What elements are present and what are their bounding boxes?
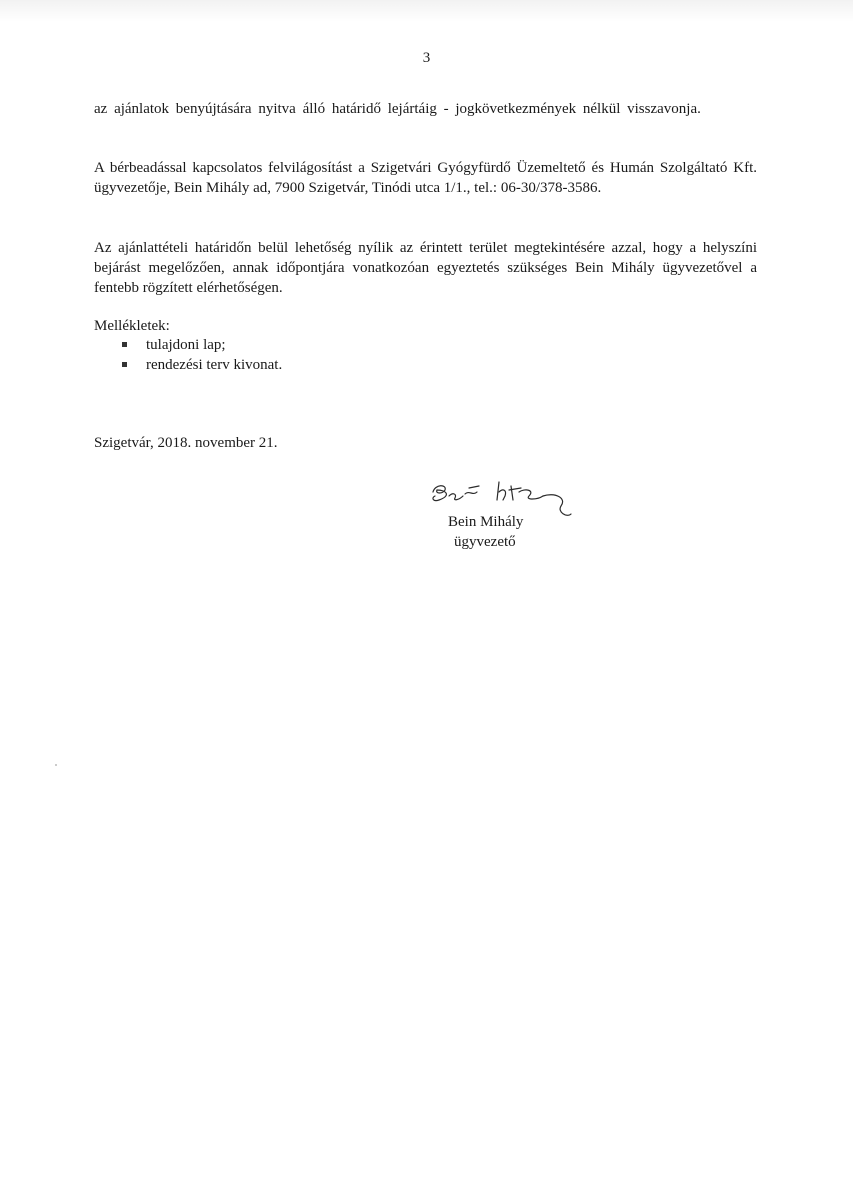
attachments-list — [94, 335, 282, 375]
attachment-label: tulajdoni lap; — [146, 337, 226, 353]
attachment-item — [94, 335, 282, 355]
place-and-date: Szigetvár, 2018. november 21. — [94, 435, 278, 451]
paragraph-site-visit: Az ajánlattételi határidőn belül lehetőség nyílik az érintett terület megtekintésére azzal, hogy a helyszíni bejárást megelőzően, annak időpontjára vonatkozóan egyeztetés szükséges Bein Mihály ügyvezetővel a fentebb rögzített elérhetőségen. — [94, 240, 757, 296]
square-bullet-icon — [122, 362, 127, 367]
scan-speck — [55, 764, 57, 766]
signer-title: ügyvezető — [454, 534, 516, 550]
signer-name: Bein Mihály — [448, 514, 524, 530]
page-number: 3 — [422, 50, 431, 66]
attachment-label: rendezési terv kivonat. — [146, 357, 283, 373]
square-bullet-icon — [122, 342, 127, 347]
scan-shadow — [0, 0, 853, 22]
attachments-title: Mellékletek: — [94, 318, 170, 334]
attachment-item — [94, 355, 282, 375]
paragraph-contact-info: A bérbeadással kapcsolatos felvilágosítást a Szigetvári Gyógyfürdő Üzemeltető és Humán Szolgáltató Kft. ügyvezetője, Bein Mihály ad, 7900 Szigetvár, Tinódi utca 1/1., tel.: 06-30/378-3586. — [94, 160, 757, 196]
paragraph-withdrawal: az ajánlatok benyújtására nyitva álló határidő lejártáig - jogkövetkezmények nélkül visszavonja. — [94, 101, 701, 117]
